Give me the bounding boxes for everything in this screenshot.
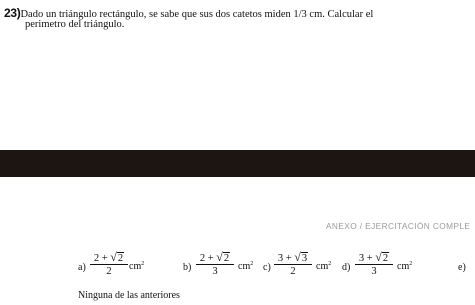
option-c-denominator: 2 bbox=[290, 266, 296, 277]
option-c-fraction bbox=[274, 250, 312, 278]
option-b-unit: $cm^2$ bbox=[238, 261, 254, 272]
option-e-letter: e) bbox=[458, 262, 466, 273]
option-d-denominator: 3 bbox=[371, 266, 377, 277]
option-b-fraction bbox=[196, 250, 234, 278]
option-b-numerator: 2 + √2 bbox=[196, 250, 234, 265]
option-b-letter: b) bbox=[183, 262, 192, 273]
option-d-letter: d) bbox=[342, 262, 351, 273]
option-d-numerator: 3 + √2 bbox=[355, 250, 393, 265]
section-label: ANEXO / EJERCITACIÓN COMPLE bbox=[326, 221, 471, 231]
option-a-numerator: 2 + √2 bbox=[90, 250, 128, 265]
sqrt-symbol: √2 bbox=[110, 250, 124, 264]
question-text-2: perimetro del triángulo. bbox=[25, 19, 125, 30]
option-e-text: Ninguna de las anteriores bbox=[78, 290, 180, 301]
option-c-numerator: 3 + √3 bbox=[274, 250, 312, 265]
option-c-letter: c) bbox=[263, 262, 271, 273]
question-number: 23) bbox=[4, 6, 21, 20]
sqrt-symbol: √3 bbox=[294, 250, 308, 264]
option-d-fraction bbox=[355, 250, 393, 278]
option-d-unit: $cm^2$ bbox=[397, 261, 413, 272]
option-a-fraction bbox=[90, 250, 128, 278]
option-c-unit: $cm^2$ bbox=[316, 261, 332, 272]
option-a-unit: $cm^2$ bbox=[129, 261, 145, 272]
option-a-denominator: 2 bbox=[106, 266, 112, 277]
question-text-1: Dado un triángulo rectángulo, se sabe que sus dos catetos miden 1/3 cm. Calcular el bbox=[20, 9, 374, 20]
option-b-denominator: 3 bbox=[212, 266, 218, 277]
sqrt-symbol: √2 bbox=[216, 250, 230, 264]
dark-divider-band bbox=[0, 150, 475, 177]
sqrt-symbol: √2 bbox=[375, 250, 389, 264]
option-a-letter: a) bbox=[78, 262, 86, 273]
